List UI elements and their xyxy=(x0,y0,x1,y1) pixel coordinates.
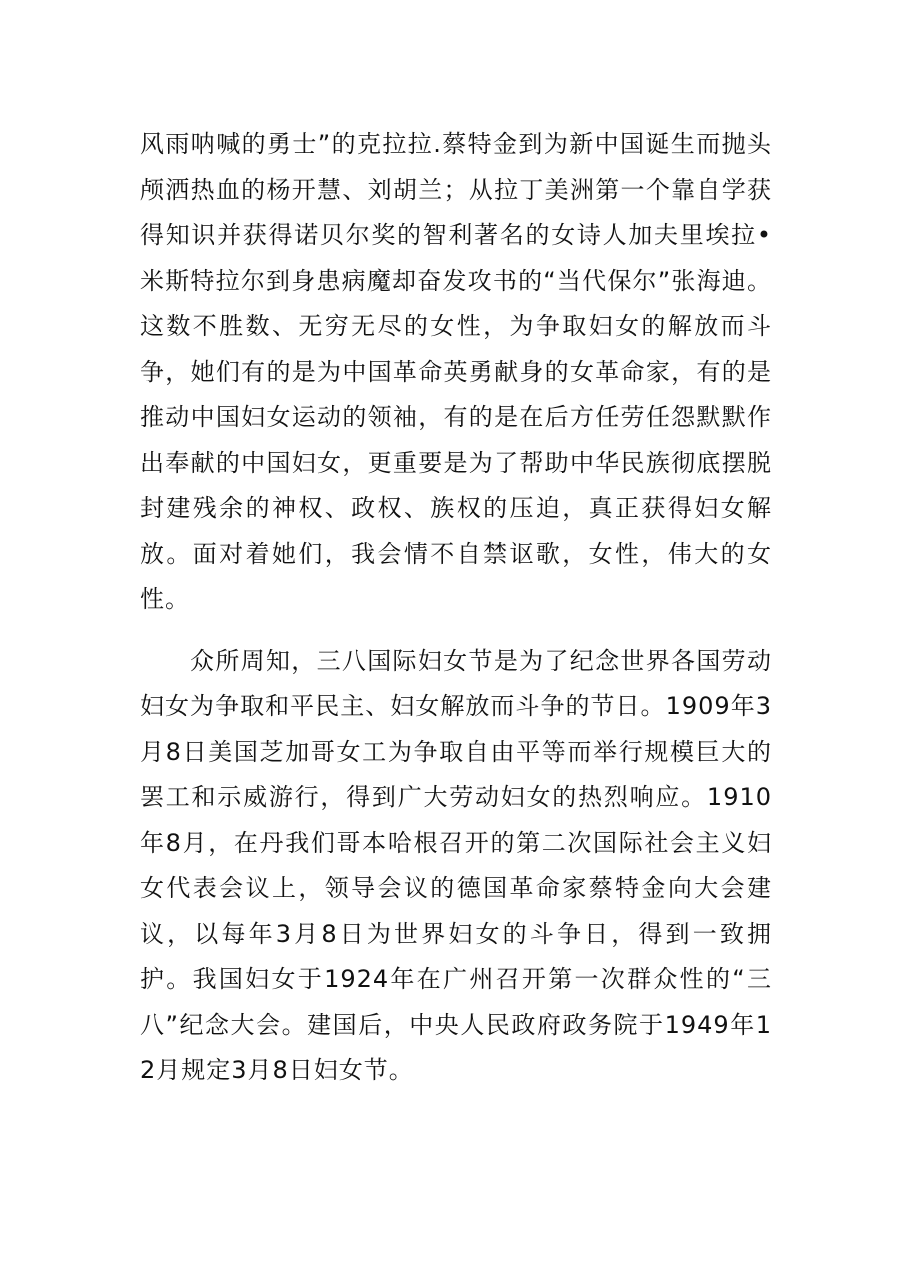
paragraph-1: 风雨呐喊的勇士”的克拉拉.蔡特金到为新中国诞生而抛头颅洒热血的杨开慧、刘胡兰；从拉丁美洲第一个靠自学获得知识并获得诺贝尔奖的智利著名的女诗人加夫里埃拉•米斯特拉尔到身患病魔却奋发攻书的“当代保尔”张海迪。这数不胜数、无穷无尽的女性，为争取妇女的解放而斗争，她们有的是为中国革命英勇献身的女革命家，有的是推动中国妇女运动的领袖，有的是在后方任劳任怨默默作出奉献的中国妇女，更重要是为了帮助中华民族彻底摆脱封建残余的神权、政权、族权的压迫，真正获得妇女解放。面对着她们，我会情不自禁讴歌，女性，伟大的女性。 xyxy=(140,130,772,613)
paragraph-2: 众所周知，三八国际妇女节是为了纪念世界各国劳动妇女为争取和平民主、妇女解放而斗争的节日。1909年3月8日美国芝加哥女工为争取自由平等而举行规模巨大的罢工和示威游行，得到广大劳动妇女的热烈响应。1910年8月，在丹我们哥本哈根召开的第二次国际社会主义妇女代表会议上，领导会议的德国革命家蔡特金向大会建议，以每年3月8日为世界妇女的斗争日，得到一致拥护。我国妇女于1924年在广州召开第一次群众性的“三八”纪念大会。建国后，中央人民政府政务院于1949年12月规定3月8日妇女节。 xyxy=(140,646,772,1084)
body-text xyxy=(140,122,772,1094)
